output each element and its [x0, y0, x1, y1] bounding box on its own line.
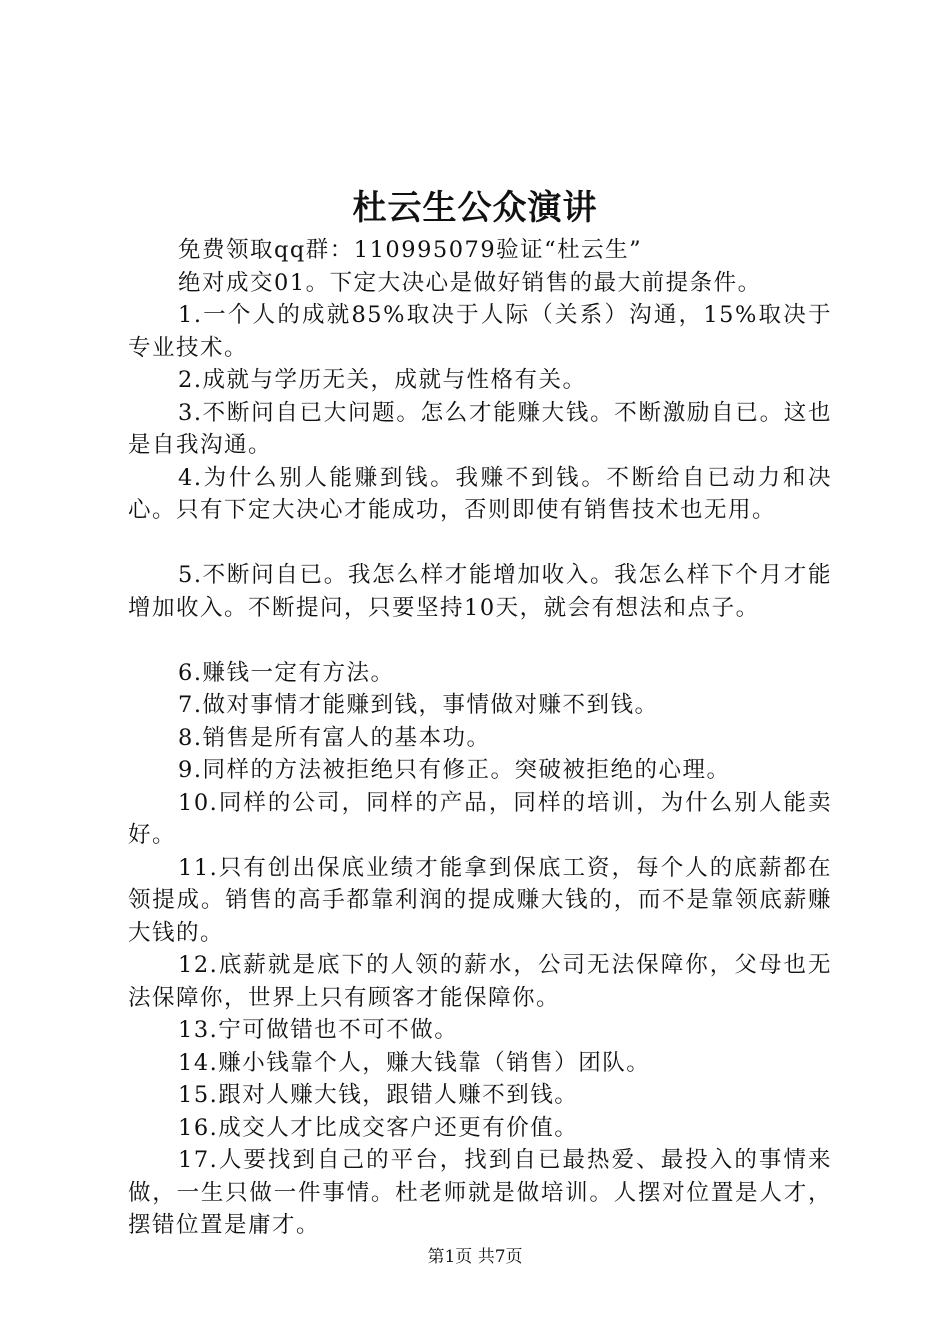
- paragraph: 9.同样的方法被拒绝只有修正。突破被拒绝的心理。: [178, 757, 731, 783]
- paragraph: 4.为什么别人能赚到钱。我赚不到钱。不断给自已动力和决心。只有下定大决心才能成功，否则即使有销售技术也无用。: [128, 464, 832, 523]
- paragraph: 14.赚小钱靠个人，赚大钱靠（销售）团队。: [178, 1049, 651, 1076]
- document-body: [128, 234, 832, 1242]
- paragraph: 17.人要找到自己的平台，找到自已最热爱、最投入的事情来做，一生只做一件事情。杜老师就是做培训。人摆对位置是人才，摆错位置是庸才。: [128, 1147, 832, 1238]
- paragraph: 11.只有创出保底业绩才能拿到保底工资，每个人的底薪都在领提成。销售的高手都靠利润的提成赚大钱的，而不是靠领底薪赚大钱的。: [128, 854, 832, 946]
- page-footer: 第1页 共7页: [427, 1247, 523, 1267]
- paragraph: 8.销售是所有富人的基本功。: [178, 724, 491, 751]
- paragraph: 13.宁可做错也不可不做。: [178, 1017, 459, 1043]
- paragraph: 12.底薪就是底下的人领的薪水，公司无法保障你，父母也无法保障你，世界上只有顾客才能保障你。: [128, 952, 832, 1011]
- paragraph: 6.赚钱一定有方法。: [178, 659, 395, 686]
- paragraph: 绝对成交01。下定大决心是做好销售的最大前提条件。: [178, 269, 762, 296]
- paragraph: 1.一个人的成就85%取决于人际（关系）沟通，15%取决于专业技术。: [128, 302, 832, 361]
- paragraph: 免费领取qq群：110995079验证“杜云生”: [178, 237, 643, 263]
- paragraph: 3.不断问自已大问题。怎么才能赚大钱。不断激励自已。这也是自我沟通。: [128, 399, 832, 458]
- paragraph: 16.成交人才比成交客户还更有价值。: [178, 1114, 579, 1141]
- paragraph: 2.成就与学历无关，成就与性格有关。: [178, 367, 587, 393]
- paragraph: 10.同样的公司，同样的产品，同样的培训，为什么别人能卖好。: [128, 789, 832, 848]
- paragraph: 5.不断问自已。我怎么样才能增加收入。我怎么样下个月才能增加收入。不断提问，只要坚持10天，就会有想法和点子。: [128, 562, 832, 621]
- paragraph: 15.跟对人赚大钱，跟错人赚不到钱。: [178, 1082, 579, 1108]
- document-title: 杜云生公众演讲: [352, 188, 598, 228]
- paragraph: 7.做对事情才能赚到钱，事情做对赚不到钱。: [178, 692, 659, 718]
